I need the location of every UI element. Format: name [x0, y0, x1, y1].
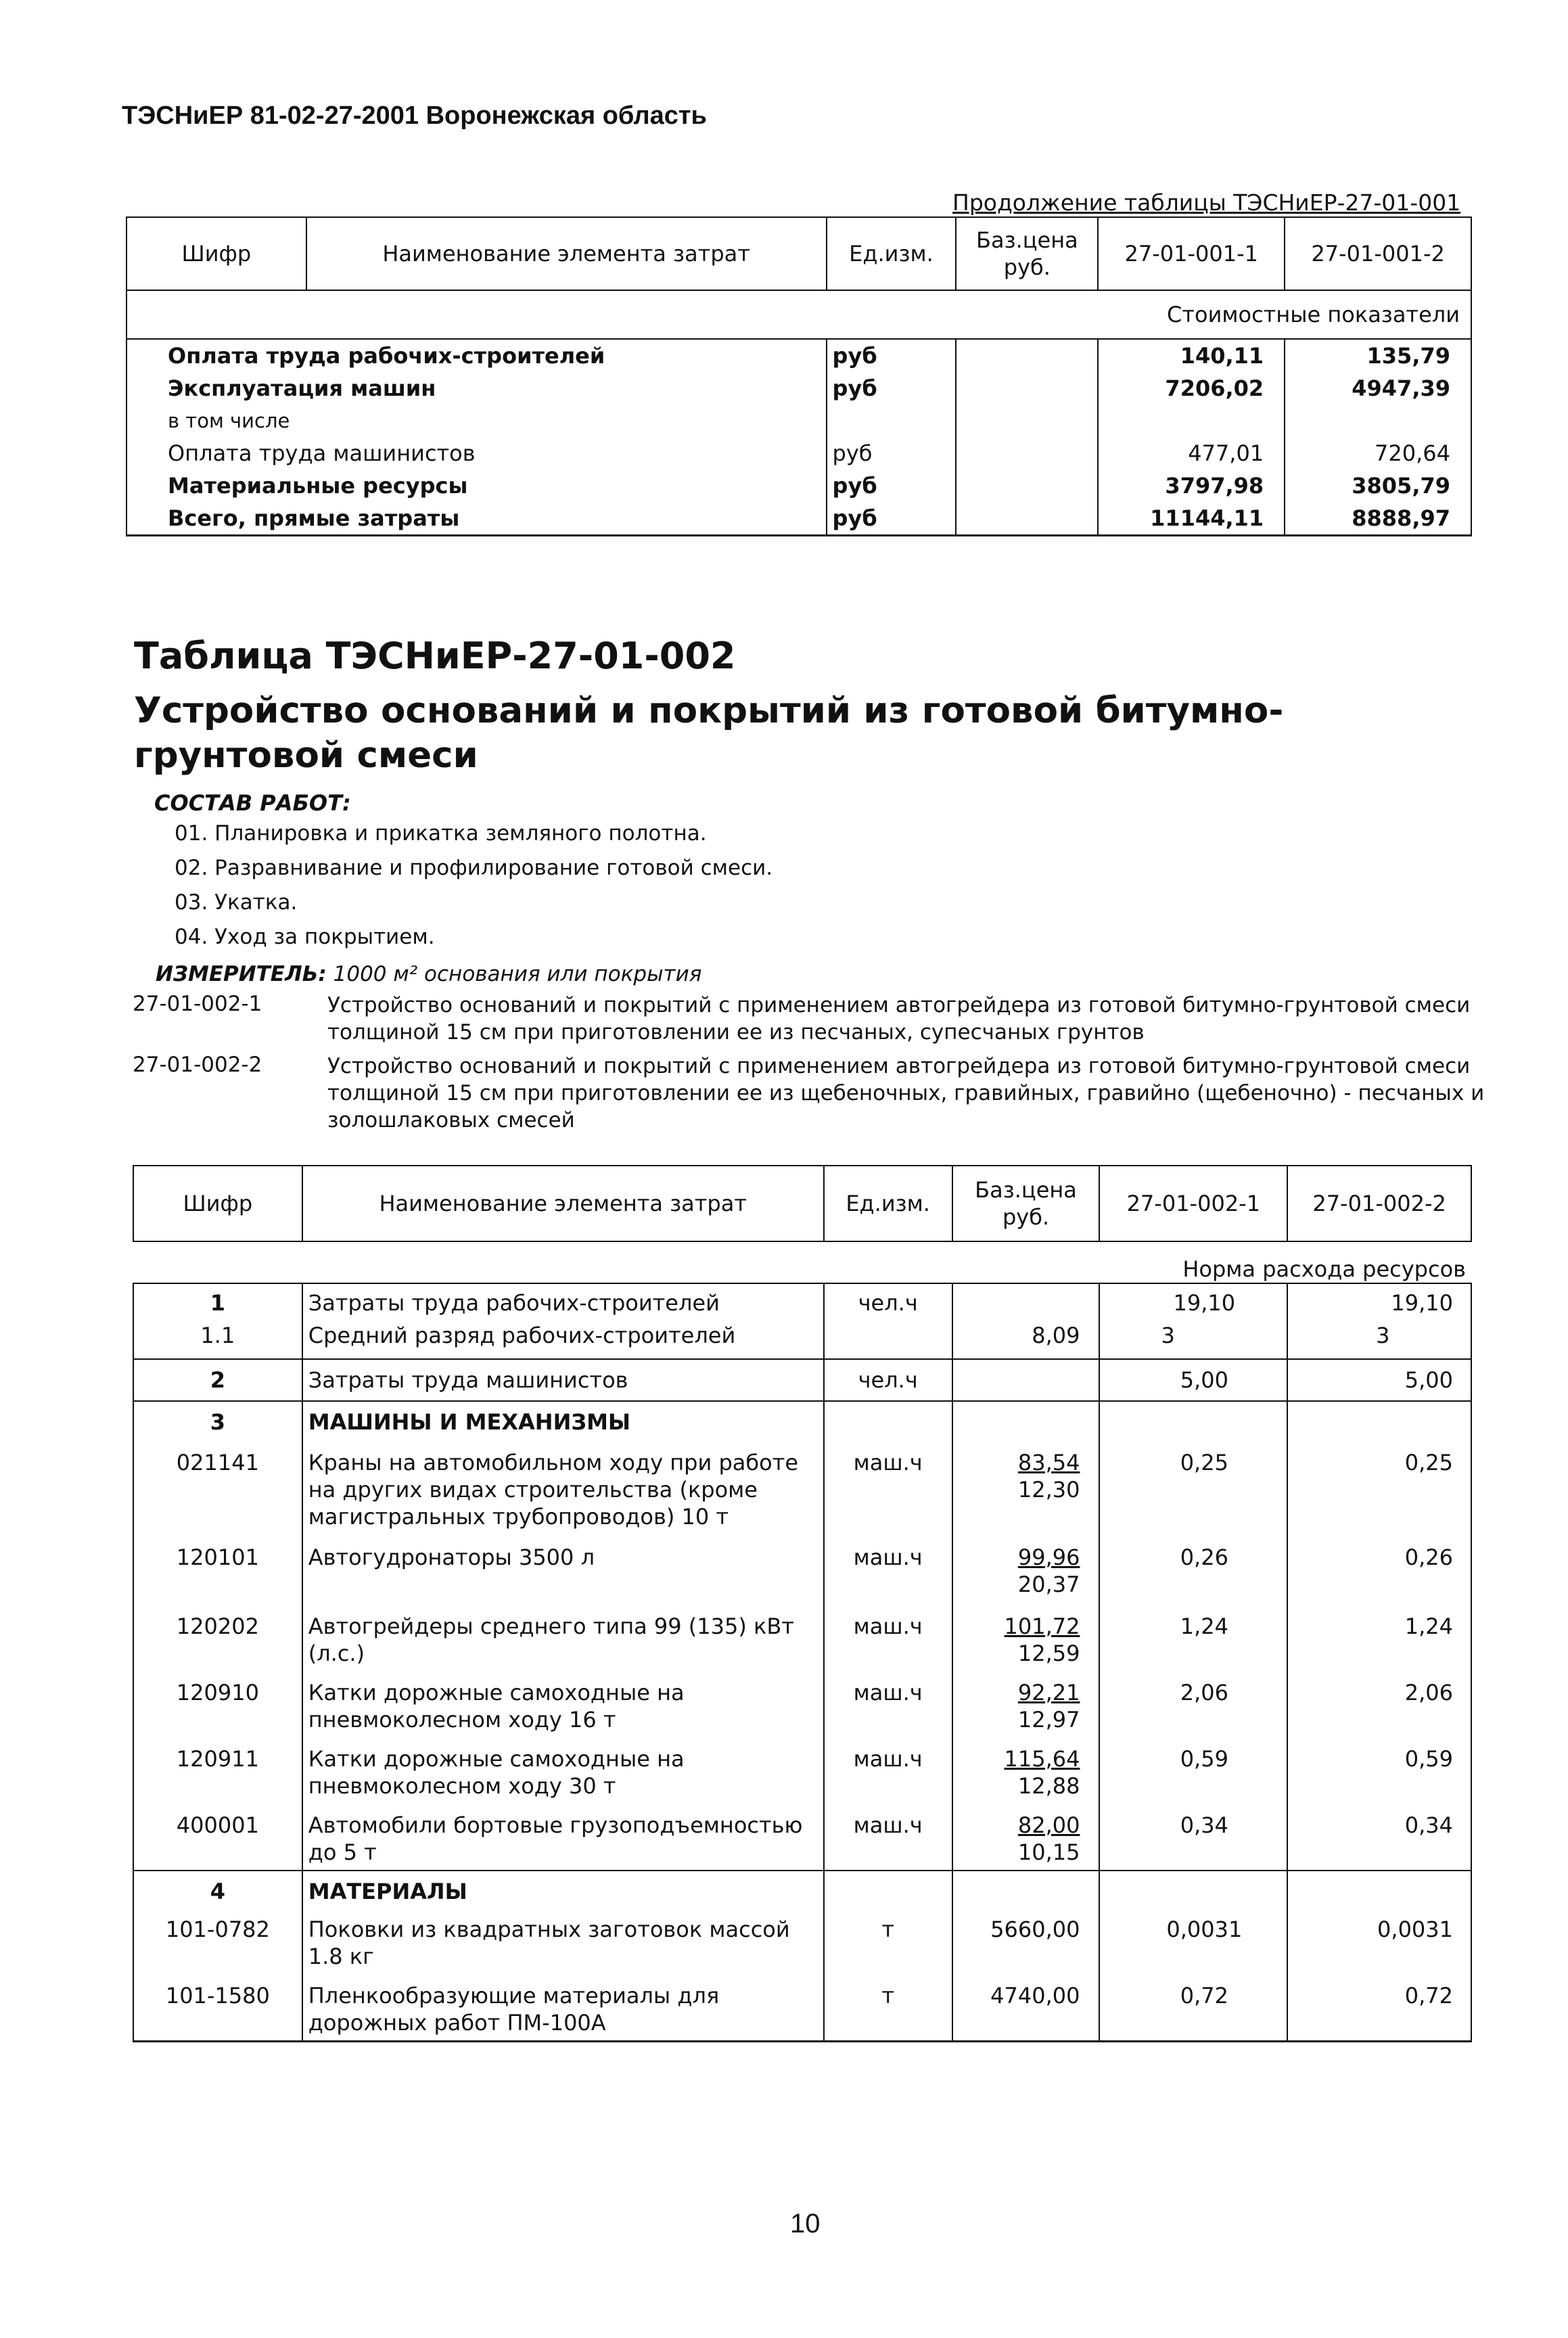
table-row: [126, 502, 1471, 536]
table-header-row: [126, 217, 1471, 290]
row-code: 1.1: [133, 1316, 302, 1359]
table-row: [126, 339, 1471, 372]
row-value-2: 8888,97: [1285, 502, 1471, 536]
row-unit: маш.ч: [824, 1544, 952, 1613]
table-row: [133, 1283, 1471, 1316]
table-row: [133, 1679, 1471, 1745]
work-code-description: Устройство оснований и покрытий с применением автогрейдера из готовой битумно-грунтовой смеси толщиной 15 см при приготовлении ее из песчаных, супесчаных грунтов: [327, 993, 1471, 1045]
work-item: 02. Разравнивание и профилирование готовой смеси.: [175, 856, 773, 880]
row-value-1: 140,11: [1098, 339, 1285, 372]
row-value-1: 7206,02: [1098, 372, 1285, 405]
row-value-1: 0,0031: [1099, 1916, 1287, 1982]
row-name: МАТЕРИАЛЫ: [302, 1871, 824, 1916]
row-price-wage: 12,59: [1017, 1641, 1080, 1666]
row-unit: руб: [827, 437, 956, 469]
meter-label: ИЗМЕРИТЕЛЬ:: [156, 962, 327, 986]
row-value-1: 1,24: [1099, 1613, 1287, 1679]
row-name: Материальные ресурсы: [126, 469, 827, 502]
row-value-1: 11144,11: [1098, 502, 1285, 536]
table-row: [126, 469, 1471, 502]
row-value-1: 19,10: [1099, 1283, 1287, 1316]
column-header-name: Наименование элемента затрат: [306, 217, 827, 290]
row-unit: маш.ч: [824, 1745, 952, 1812]
column-header-base-price: Баз.цена руб.: [952, 1166, 1100, 1241]
row-value-2: 0,59: [1287, 1745, 1471, 1812]
table-row: [133, 1812, 1471, 1871]
row-value-2: 720,64: [1285, 437, 1471, 469]
row-code: 4: [133, 1871, 302, 1916]
row-unit: руб: [827, 469, 956, 502]
table-row: [133, 1613, 1471, 1679]
row-unit: руб: [827, 339, 956, 372]
row-value-2: 2,06: [1287, 1679, 1471, 1745]
table-continuation-label: Продолжение таблицы ТЭСНиЕР-27-01-001: [952, 189, 1461, 216]
cost-indicators-table: [126, 216, 1472, 536]
row-name: Оплата труда машинистов: [126, 437, 827, 469]
row-price-total: 99,96: [1017, 1544, 1080, 1570]
column-header-code: Шифр: [126, 217, 306, 290]
row-price-total: 82,00: [1017, 1812, 1080, 1838]
document-header-title: ТЭСНиЕР 81-02-27-2001 Воронежская область: [122, 101, 707, 130]
row-code: 2: [133, 1359, 302, 1401]
row-code: 3: [133, 1401, 302, 1449]
row-value-1: 477,01: [1098, 437, 1285, 469]
work-item: 01. Планировка и прикатка земляного полотна.: [175, 821, 707, 846]
column-header-variant-2: 27-01-002-2: [1287, 1166, 1471, 1241]
subheader-label: Стоимостные показатели: [1098, 290, 1471, 339]
row-name: Затраты труда рабочих-строителей: [302, 1283, 824, 1316]
works-heading: СОСТАВ РАБОТ:: [154, 790, 351, 816]
row-code: 120101: [133, 1544, 302, 1613]
row-price-wage: 10,15: [1017, 1839, 1080, 1865]
row-code: 120202: [133, 1613, 302, 1679]
row-price-wage: 12,97: [1017, 1707, 1080, 1733]
row-name: Катки дорожные самоходные на пневмоколесном ходу 16 т: [302, 1679, 824, 1745]
row-value-1: 3797,98: [1098, 469, 1285, 502]
table-row: [133, 1544, 1471, 1613]
table-subheader-row: [133, 1241, 1471, 1283]
row-unit: чел.ч: [824, 1359, 952, 1401]
table-row: [133, 1871, 1471, 1916]
row-name: Краны на автомобильном ходу при работе на других видах строительства (кроме магистральных трубопроводов) 10 т: [302, 1449, 824, 1544]
row-value-2: 3805,79: [1285, 469, 1471, 502]
table-row: [126, 405, 1471, 437]
table-row: [126, 437, 1471, 469]
row-value-1: 2,06: [1099, 1679, 1287, 1745]
row-value-1: 0,26: [1099, 1544, 1287, 1613]
work-item: 03. Укатка.: [175, 890, 298, 915]
row-price-wage: 20,37: [1017, 1572, 1080, 1597]
row-unit: маш.ч: [824, 1449, 952, 1544]
column-header-unit: Ед.изм.: [827, 217, 956, 290]
row-code: 101-1580: [133, 1982, 302, 2042]
row-name: Всего, прямые затраты: [126, 502, 827, 536]
meter-line: [156, 962, 701, 986]
row-value-1: 5,00: [1099, 1359, 1287, 1401]
row-code: 400001: [133, 1812, 302, 1871]
row-price: 5660,00: [952, 1916, 1100, 1982]
work-code-description: Устройство оснований и покрытий с применением автогрейдера из готовой битумно-грунтовой смеси толщиной 15 см при приготовлении ее из щебеночных, гравийных, гравийно (щебеночно) - песчаных и золошлаковых смесей: [327, 1054, 1485, 1132]
row-value-2: 3: [1287, 1316, 1471, 1359]
row-unit: т: [824, 1982, 952, 2042]
row-code: 021141: [133, 1449, 302, 1544]
row-name: Средний разряд рабочих-строителей: [302, 1316, 824, 1359]
row-price-wage: 12,88: [1017, 1773, 1080, 1799]
column-header-variant-2: 27-01-001-2: [1285, 217, 1471, 290]
table-row: [133, 1359, 1471, 1401]
row-value-1: 0,34: [1099, 1812, 1287, 1871]
row-value-2: 0,72: [1287, 1982, 1471, 2042]
row-value-2: 135,79: [1285, 339, 1471, 372]
row-value-1: 0,59: [1099, 1745, 1287, 1812]
row-unit: маш.ч: [824, 1613, 952, 1679]
column-header-variant-1: 27-01-001-1: [1098, 217, 1285, 290]
resources-table: [133, 1165, 1472, 2042]
column-header-variant-1: 27-01-002-1: [1099, 1166, 1287, 1241]
row-unit: т: [824, 1916, 952, 1982]
section-title: Устройство оснований и покрытий из готовой битумно-грунтовой смеси: [134, 690, 1284, 776]
table-row: [133, 1401, 1471, 1449]
row-name: МАШИНЫ И МЕХАНИЗМЫ: [302, 1401, 824, 1449]
row-name: Оплата труда рабочих-строителей: [126, 339, 827, 372]
column-header-base-price: Баз.цена руб.: [956, 217, 1098, 290]
row-price-total: 83,54: [1017, 1450, 1080, 1475]
work-code: 27-01-002-1: [133, 992, 262, 1016]
row-value-1: 3: [1099, 1316, 1287, 1359]
row-value-1: 0,72: [1099, 1982, 1287, 2042]
page-number: 10: [790, 2209, 821, 2239]
row-unit: чел.ч: [824, 1283, 952, 1316]
table-row: [133, 1745, 1471, 1812]
row-name: Катки дорожные самоходные на пневмоколесном ходу 30 т: [302, 1745, 824, 1812]
row-price-wage: 12,30: [1017, 1477, 1080, 1503]
row-value-2: 0,0031: [1287, 1916, 1471, 1982]
row-price: 8,09: [952, 1316, 1100, 1359]
row-value-2: 0,34: [1287, 1812, 1471, 1871]
row-price-total: 101,72: [1004, 1613, 1080, 1639]
table-row: [133, 1449, 1471, 1544]
column-header-unit: Ед.изм.: [824, 1166, 952, 1241]
row-value-1: 0,25: [1099, 1449, 1287, 1544]
row-price: 4740,00: [952, 1982, 1100, 2042]
row-name: Пленкообразующие материалы для дорожных работ ПМ-100А: [302, 1982, 824, 2042]
row-name: Поковки из квадратных заготовок массой 1.8 кг: [302, 1916, 824, 1982]
row-unit: руб: [827, 502, 956, 536]
row-value-2: 0,25: [1287, 1449, 1471, 1544]
subheader-label: Норма расхода ресурсов: [1099, 1241, 1471, 1283]
row-code: 120911: [133, 1745, 302, 1812]
column-header-code: Шифр: [133, 1166, 302, 1241]
row-unit: руб: [827, 372, 956, 405]
row-unit: маш.ч: [824, 1679, 952, 1745]
row-price-total: 115,64: [1004, 1746, 1080, 1772]
row-name: Эксплуатация машин: [126, 372, 827, 405]
table-header-row: [133, 1166, 1471, 1241]
row-name: Автомобили бортовые грузоподъемностью до 5 т: [302, 1812, 824, 1871]
row-name: Автогудронаторы 3500 л: [302, 1544, 824, 1613]
table-row: [133, 1316, 1471, 1359]
row-value-2: 0,26: [1287, 1544, 1471, 1613]
meter-value: 1000 м² основания или покрытия: [333, 962, 702, 986]
row-name: Автогрейдеры среднего типа 99 (135) кВт (л.с.): [302, 1613, 824, 1679]
row-price-total: 92,21: [1017, 1680, 1080, 1705]
table-row: [133, 1982, 1471, 2042]
row-value-2: 19,10: [1287, 1283, 1471, 1316]
row-value-2: 1,24: [1287, 1613, 1471, 1679]
work-item: 04. Уход за покрытием.: [175, 925, 435, 949]
row-code: 101-0782: [133, 1916, 302, 1982]
row-name: Затраты труда машинистов: [302, 1359, 824, 1401]
table-row: [126, 372, 1471, 405]
column-header-name: Наименование элемента затрат: [302, 1166, 824, 1241]
row-code: 120910: [133, 1679, 302, 1745]
table-subheader-row: [126, 290, 1471, 339]
work-code: 27-01-002-2: [133, 1053, 262, 1077]
row-code: 1: [133, 1283, 302, 1316]
row-unit: маш.ч: [824, 1812, 952, 1871]
row-name: в том числе: [126, 405, 827, 437]
table-row: [133, 1916, 1471, 1982]
table-name-heading: Таблица ТЭСНиЕР-27-01-002: [134, 635, 736, 677]
row-value-2: 5,00: [1287, 1359, 1471, 1401]
row-value-2: 4947,39: [1285, 372, 1471, 405]
